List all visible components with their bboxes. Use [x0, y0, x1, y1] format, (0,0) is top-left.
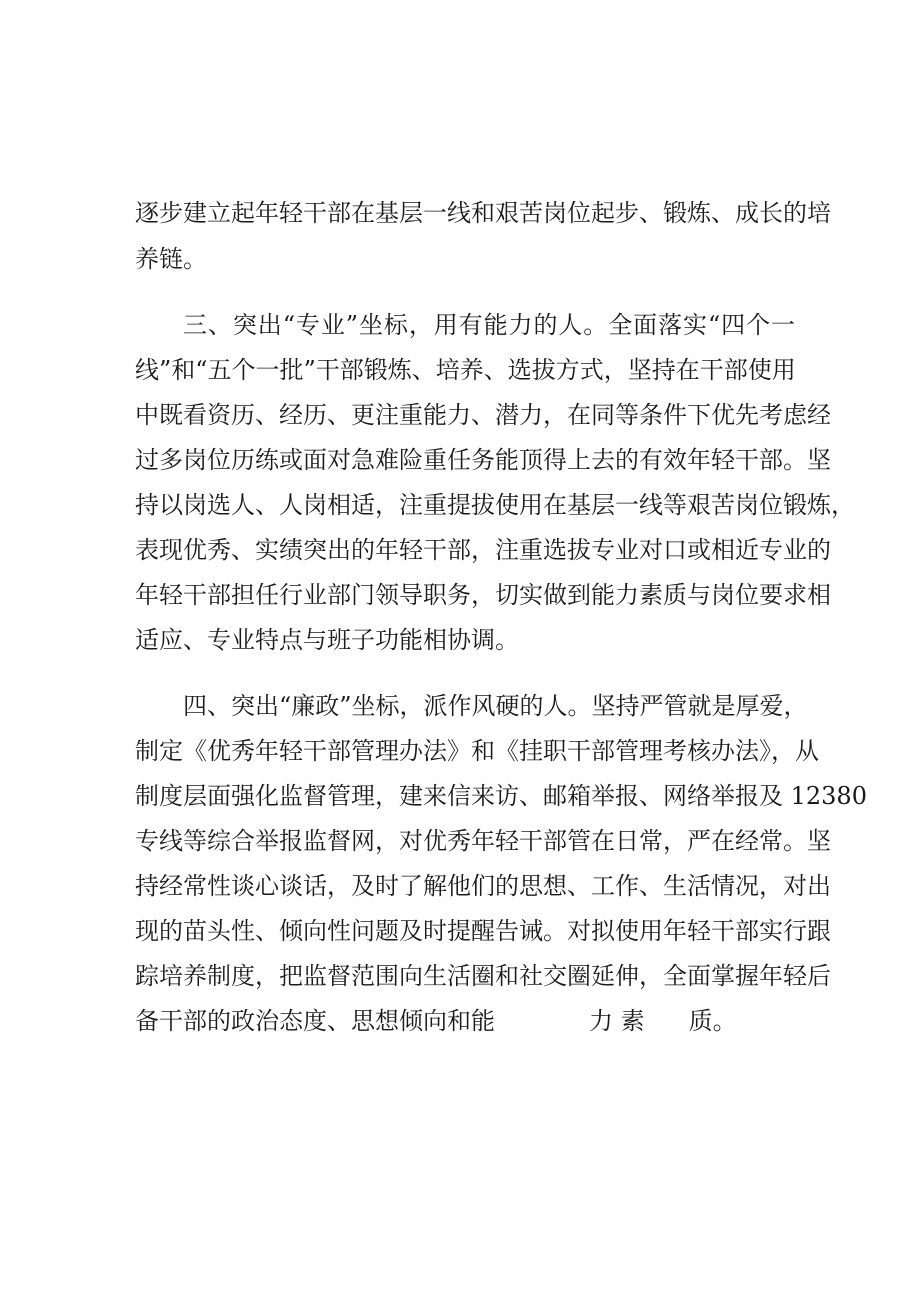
paragraph-1-line-1: 逐步建立起年轻干部在基层一线和艰苦岗位起步、锻炼、成长的培	[135, 199, 831, 227]
paragraph-3-line-5: 持经常性谈心谈话，及时了解他们的思想、工作、生活情况，对出	[135, 872, 831, 900]
paragraph-2-line-1: 三、突出“专业”坐标，用有能力的人。全面落实“四个一	[183, 311, 795, 339]
paragraph-2-line-4: 过多岗位历练或面对急难险重任务能顶得上去的有效年轻干部。坚	[135, 446, 831, 474]
paragraph-3-line-8-end: 质。	[688, 1007, 737, 1035]
paragraph-3-line-2: 制定《优秀年轻干部管理办法》和《挂职干部管理考核办法》，从	[135, 737, 819, 765]
paragraph-3-line-7: 踪培养制度，把监督范围向生活圈和社交圈延伸，全面掌握年轻后	[135, 962, 831, 990]
paragraph-2-line-6: 表现优秀、实绩突出的年轻干部，注重选拔专业对口或相近专业的	[135, 536, 831, 564]
paragraph-1-line-2: 养链。	[135, 245, 207, 273]
paragraph-2-line-8: 适应、专业特点与班子功能相协调。	[135, 626, 519, 654]
paragraph-3-line-4: 专线等综合举报监督网，对优秀年轻干部管在日常，严在经常。坚	[135, 827, 831, 855]
paragraph-2-line-2: 线”和“五个一批”干部锻炼、培养、选拔方式，坚持在干部使用	[135, 356, 796, 384]
paragraph-2-line-7: 年轻干部担任行业部门领导职务，切实做到能力素质与岗位要求相	[135, 581, 831, 609]
paragraph-3-line-6: 现的苗头性、倾向性问题及时提醒告诫。对拟使用年轻干部实行跟	[135, 917, 831, 945]
paragraph-3-line-8	[135, 1001, 795, 1041]
paragraph-3-line-8-start: 备干部的政治态度、思想倾向和能	[135, 1007, 495, 1035]
paragraph-2-line-3: 中既看资历、经历、更注重能力、潜力，在同等条件下优先考虑经	[135, 401, 831, 429]
paragraph-3-line-1: 四、突出“廉政”坐标，派作风硬的人。坚持严管就是厚爱，	[183, 692, 808, 720]
paragraph-3-line-3: 制度层面强化监督管理，建来信来访、邮箱举报、网络举报及 12380	[135, 782, 867, 810]
paragraph-2-line-5: 持以岗选人、人岗相适，注重提拔使用在基层一线等艰苦岗位锻炼，	[135, 491, 855, 519]
paragraph-3-line-8-mid: 力 素	[589, 1007, 645, 1035]
